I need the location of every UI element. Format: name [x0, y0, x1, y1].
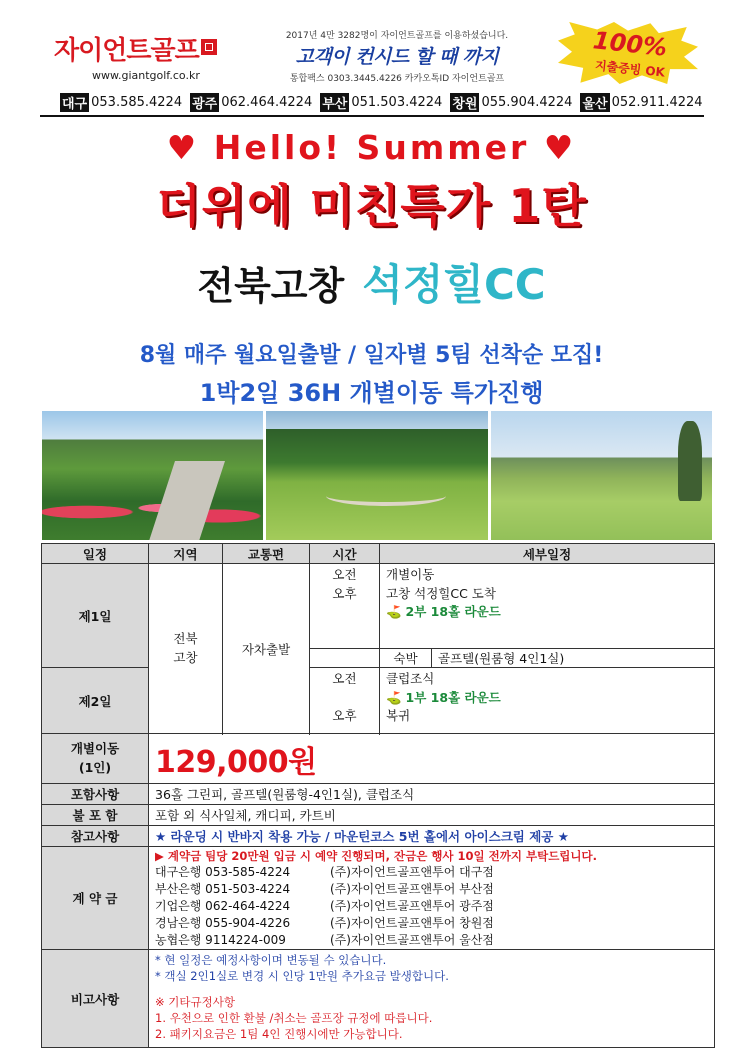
course-photos [42, 411, 712, 540]
col-header-schedule: 일정 [42, 544, 149, 564]
bank-row [155, 881, 708, 898]
promo-contact: 통합팩스 0303.3445.4226 카카오톡ID 자이언트골프 [289, 74, 505, 84]
col-header-region: 지역 [149, 544, 223, 564]
include-label: 포함사항 [42, 784, 149, 805]
detail-round-line [386, 689, 708, 708]
branch-phone-busan[interactable] [320, 92, 442, 112]
branch-city: 부산 [320, 93, 349, 112]
col-header-transport: 교통편 [223, 544, 310, 564]
header [40, 20, 704, 116]
stay-label: 숙박 [380, 649, 432, 667]
remark-line: ※ 기타규정사항 [155, 995, 235, 1009]
price-value: 129,000원 [149, 734, 715, 784]
round-text: 2부 18홀 라운드 [405, 604, 501, 619]
table-row-exclude [42, 805, 715, 826]
bank-owner: (주)자이언트골프앤투어 울산점 [330, 933, 494, 947]
golf-flag-icon: ⛳ [386, 604, 406, 619]
promo-top-text: 2017년 4만 3282명이 자이언트골프를 이용하셨습니다. [285, 31, 509, 41]
logo-url[interactable]: www.giantgolf.co.kr [92, 69, 200, 82]
logo[interactable] [54, 30, 254, 82]
table-row-deposit [42, 847, 715, 950]
package-subtitle: 1박2일 36H 개별이동 특가진행 [199, 379, 544, 407]
deposit-label: 계 약 금 [42, 847, 149, 950]
bank-account: 기업은행 062-464-4224 [155, 899, 291, 913]
branch-phone-changwon[interactable] [450, 92, 572, 112]
bank-owner: (주)자이언트골프앤투어 광주점 [330, 899, 494, 913]
promo-banner [252, 28, 542, 84]
price-label-sub: (1인) [78, 759, 112, 775]
detail-line: 개별이동 [386, 567, 435, 582]
table-row-day1 [42, 564, 715, 649]
promo-slogan: 고객이 컨시드 할 때 까지 [295, 46, 499, 68]
detail-line: 클럽조식 [386, 671, 435, 686]
course-photo-1 [42, 411, 263, 540]
branch-phone-bar [40, 92, 704, 112]
bank-account: 경남은행 055-904-4226 [155, 916, 291, 930]
bank-owner: (주)자이언트골프앤투어 부산점 [330, 882, 494, 896]
branch-number: 052.911.4224 [611, 94, 703, 110]
round-text: 1부 18홀 라운드 [405, 689, 501, 705]
note-label: 참고사항 [42, 826, 149, 847]
include-value: 36홀 그린피, 골프텔(원룸형-4인1실), 클럽조식 [149, 784, 715, 805]
branch-city: 울산 [580, 93, 609, 112]
bank-owner: (주)자이언트골프앤투어 창원점 [330, 916, 494, 930]
course-region: 전북고창 [197, 264, 345, 308]
bank-account: 대구은행 053-585-4224 [155, 865, 291, 879]
itinerary-table [41, 543, 715, 1048]
region-line: 전북 [173, 631, 198, 646]
stay-cell [380, 649, 715, 668]
exclude-label: 불 포 함 [42, 805, 149, 826]
day1-time-cell [310, 564, 380, 649]
bank-row [155, 932, 708, 949]
remarks-cell [149, 950, 715, 1048]
branch-number: 055.904.4224 [481, 94, 573, 110]
course-title [0, 252, 743, 312]
course-name: 석정힐CC [362, 260, 546, 309]
remarks-label: 비고사항 [42, 950, 149, 1048]
day2-time-cell [310, 668, 380, 734]
deposit-notice: ▶ 계약금 팀당 20만원 입금 시 예약 진행되며, 잔금은 행사 10일 전까지 부탁드립니다. [155, 849, 598, 863]
bank-owner: (주)자이언트골프앤투어 대구점 [330, 865, 494, 879]
day1-detail-cell [380, 564, 715, 649]
remark-line: 1. 우천으로 인한 환불 /취소는 골프장 규정에 따릅니다. [155, 1011, 433, 1025]
transport-cell: 자차출발 [223, 564, 310, 734]
branch-phone-gwangju[interactable] [190, 92, 312, 112]
branch-city: 대구 [60, 93, 89, 112]
course-photo-3 [491, 411, 712, 540]
golf-flag-icon: ⛳ [386, 689, 406, 705]
note-value: ★ 라운딩 시 반바지 착용 가능 / 마운틴코스 5번 홀에서 아이스크림 제공 ★ [149, 826, 715, 847]
day2-detail-cell [380, 668, 715, 734]
table-row-price [42, 734, 715, 784]
branch-city: 창원 [450, 93, 479, 112]
col-header-time: 시간 [310, 544, 380, 564]
branch-phone-daegu[interactable] [60, 92, 182, 112]
remark-line: * 현 일정은 예정사항이며 변동될 수 있습니다. [155, 953, 387, 967]
day2-label: 제2일 [42, 668, 149, 734]
stay-value: 골프텔(원룸형 4인1실) [438, 651, 565, 666]
price-label-cell [42, 734, 149, 784]
time-morning: 오전 [332, 567, 357, 582]
bank-account: 농협은행 9114224-009 [155, 933, 286, 947]
table-row-include [42, 784, 715, 805]
bank-row [155, 898, 708, 915]
price-label: 개별이동 [70, 741, 120, 756]
region-cell [149, 564, 223, 734]
badge-main-text: 100% [591, 26, 669, 62]
bank-row [155, 864, 708, 881]
day1-label: 제1일 [42, 564, 149, 668]
departure-subtitle: 8월 매주 월요일출발 / 일자별 5팀 선착순 모집! [139, 343, 604, 368]
col-header-detail: 세부일정 [380, 544, 715, 564]
table-row-day2 [42, 668, 715, 734]
logo-text: 자이언트골프 [54, 36, 199, 66]
deposit-cell [149, 847, 715, 950]
time-afternoon: 오후 [332, 585, 357, 601]
stay-time-cell [310, 649, 380, 668]
detail-line: 복귀 [386, 708, 411, 723]
detail-round-line [386, 603, 708, 622]
bank-account: 부산은행 051-503-4224 [155, 882, 291, 896]
exclude-value: 포함 외 식사일체, 캐디피, 카트비 [149, 805, 715, 826]
time-morning: 오전 [332, 671, 357, 686]
table-row-note [42, 826, 715, 847]
remark-line: * 객실 2인1실로 변경 시 인당 1만원 추가요금 발생합니다. [155, 969, 449, 983]
branch-phone-ulsan[interactable] [580, 92, 702, 112]
receipt-badge [540, 20, 704, 90]
time-afternoon: 오후 [332, 708, 357, 723]
branch-number: 053.585.4224 [91, 94, 183, 110]
hello-summer-title: ♥ Hello! Summer ♥ [166, 128, 577, 167]
detail-line: 고창 석정힐CC 도착 [386, 585, 496, 601]
header-divider [40, 115, 704, 117]
branch-number: 062.464.4224 [221, 94, 313, 110]
logo-mark-icon [201, 39, 217, 55]
main-title: 더위에 미친특가 1탄 [156, 179, 587, 233]
bank-row [155, 915, 708, 932]
badge-sub-text: 지출증빙 OK [594, 58, 666, 80]
remark-line: 2. 패키지요금은 1팀 4인 진행시에만 가능합니다. [155, 1027, 403, 1041]
table-row-remarks [42, 950, 715, 1048]
course-photo-2 [266, 411, 487, 540]
region-line: 고창 [173, 649, 198, 665]
branch-number: 051.503.4224 [351, 94, 443, 110]
branch-city: 광주 [190, 93, 219, 112]
table-header-row [42, 544, 715, 564]
